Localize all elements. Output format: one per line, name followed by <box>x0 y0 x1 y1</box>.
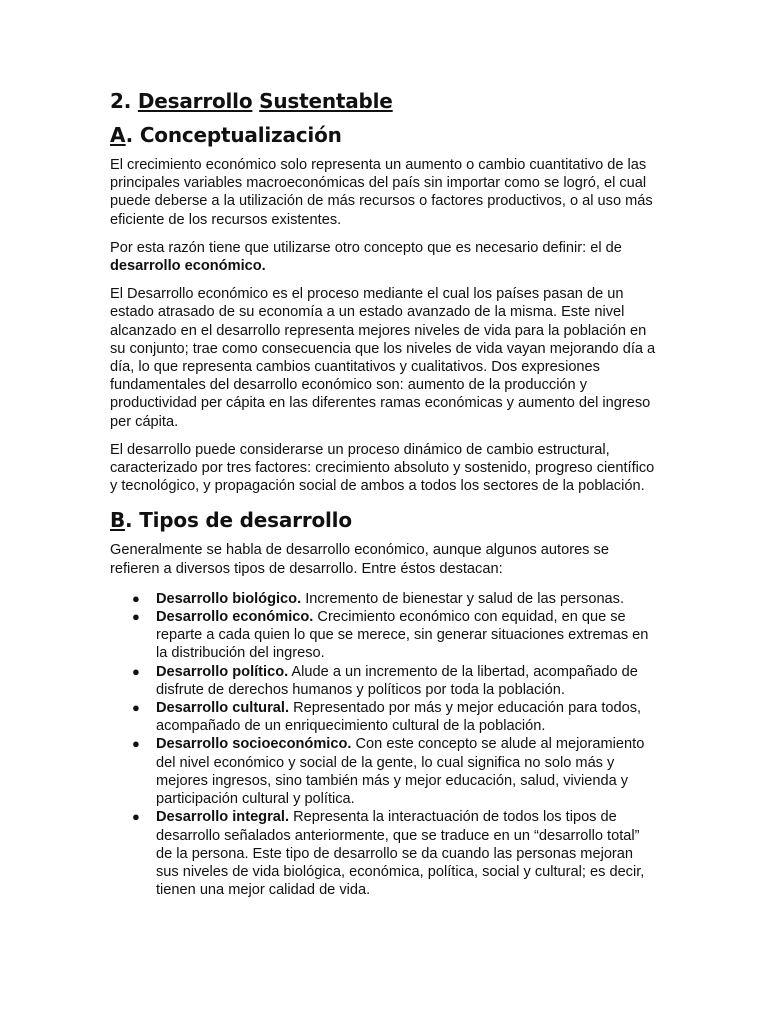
list-item <box>110 663 658 699</box>
bullet-icon: ● <box>132 736 140 752</box>
heading-number: 2. <box>110 89 132 113</box>
section-b-heading <box>110 505 658 535</box>
section-a-paragraph-3: El Desarrollo económico es el proceso mediante el cual los países pasan de un estado atrasado de su economía a un estado avanzado de la misma. Este nivel alcanzado en el desarrollo representa mejores niveles de vida para la población en su conjunto; trae como consecuencia que los niveles de vida vayan mejorando día a día, lo que representa cambios cuantitativos y cualitativos. Dos expresiones fundamentales del desarrollo económico son: aumento de la producción y productividad per cápita en las diferentes ramas económicas y aumento del ingreso per cápita. <box>110 286 656 430</box>
section-b-letter: B <box>110 508 126 533</box>
list-item <box>110 590 658 608</box>
bullet-icon: ● <box>132 700 140 716</box>
section-a-heading <box>110 120 658 150</box>
paragraph-2-text: Por esta razón tiene que utilizarse otro concepto que es necesario definir: el de <box>110 239 622 256</box>
list-item <box>110 808 658 899</box>
bullet-icon: ● <box>132 590 140 606</box>
list-item-term: Desarrollo socioeconómico. <box>156 736 352 753</box>
list-item-text: Representado por más y mejor educación para todos, acompañado de un enriquecimiento cultural de la población. <box>156 700 642 735</box>
section-b-intro: Generalmente se habla de desarrollo económico, aunque algunos autores se refieren a diversos tipos de desarrollo. Entre éstos destacan: <box>110 542 609 577</box>
heading-word-1: Desarrollo <box>137 89 253 113</box>
list-item-text: Crecimiento económico con equidad, en que se reparte a cada quien lo que se merece, sin generar situaciones extremas en la distribución del ingreso. <box>156 609 649 662</box>
section-a-paragraph-4: El desarrollo puede considerarse un proceso dinámico de cambio estructural, caracterizado por tres factores: crecimiento absoluto y sostenido, progreso científico y tecnológico, y propagación social de ambos a todos los sectores de la población. <box>110 441 655 495</box>
heading-word-2: Sustentable <box>259 89 393 113</box>
list-item <box>110 735 658 808</box>
section-a-paragraph-1: El crecimiento económico solo representa un aumento o cambio cuantitativo de las principales variables macroeconómicas del país sin importar como se logró, el cual puede deberse a la utilización de más recursos o factores productivos, o al uso más eficiente de los recursos existentes. <box>110 157 653 228</box>
list-item-term: Desarrollo biológico. <box>156 590 302 607</box>
list-item-term: Desarrollo político. <box>156 663 289 680</box>
list-item-text: Representa la interactuación de todos los tipos de desarrollo señalados anteriormente, que se traduce en un “desarrollo total” de la persona. Este tipo de desarrollo se da cuando las personas mejoran sus niveles de vida biológica, económica, política, social y cultural; es decir, tienen una mejor calidad de vida. <box>156 809 645 899</box>
paragraph-2-bold: desarrollo económico. <box>110 258 266 275</box>
development-types-list <box>110 590 658 899</box>
section-a-paragraph-2 <box>110 239 658 275</box>
section-b-title: . Tipos de desarrollo <box>125 508 352 533</box>
list-item <box>110 699 658 735</box>
list-item-text: Con este concepto se alude al mejoramiento del nivel económico y social de la gente, lo cual significa no solo más y mejores ingresos, sino también más y mejor educación, salud, vivienda y participación cultural y política. <box>156 736 645 808</box>
section-a-title: . Conceptualización <box>125 123 342 147</box>
section-a-letter: A <box>110 123 126 147</box>
bullet-icon: ● <box>132 809 140 825</box>
list-item-term: Desarrollo cultural. <box>156 700 290 717</box>
bullet-icon: ● <box>132 663 140 679</box>
list-item <box>110 608 658 663</box>
main-heading <box>110 86 658 116</box>
list-item-term: Desarrollo económico. <box>156 609 314 626</box>
bullet-icon: ● <box>132 609 140 625</box>
list-item-term: Desarrollo integral. <box>156 809 290 826</box>
list-item-text: Alude a un incremento de la libertad, acompañado de disfrute de derechos humanos y políticos por toda la población. <box>156 663 638 698</box>
list-item-text: Incremento de bienestar y salud de las personas. <box>301 590 625 607</box>
document-page <box>110 86 658 899</box>
